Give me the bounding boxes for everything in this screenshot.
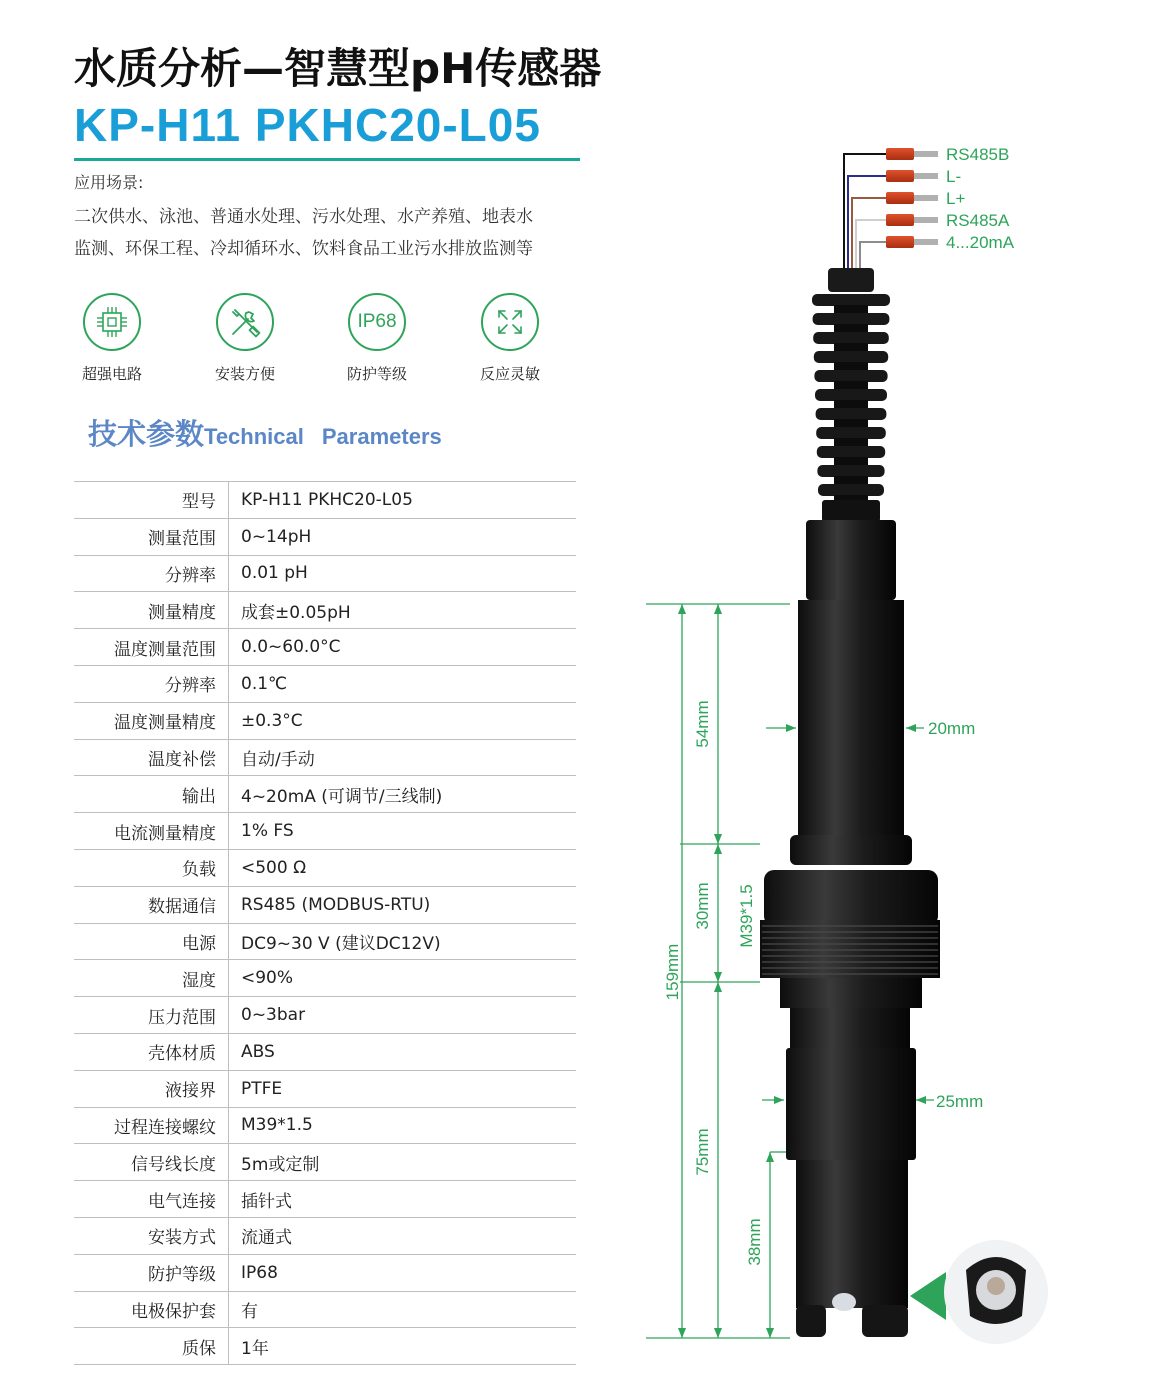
spec-key: 数据通信 bbox=[74, 886, 229, 923]
spec-value: M39*1.5 bbox=[229, 1107, 577, 1144]
strain-relief-rib bbox=[816, 408, 887, 420]
spec-key: 信号线长度 bbox=[74, 1144, 229, 1181]
spec-row bbox=[74, 592, 576, 629]
strain-relief-rib bbox=[818, 484, 884, 496]
strain-relief-rib bbox=[817, 446, 885, 458]
wire-label: RS485B bbox=[946, 145, 1010, 164]
strain-relief-rib bbox=[814, 351, 888, 363]
spec-key: 测量精度 bbox=[74, 592, 229, 629]
wire-terminal bbox=[886, 148, 938, 160]
spec-row bbox=[74, 739, 576, 776]
dim-thread: M39*1.5 bbox=[737, 884, 756, 948]
wire-label: RS485A bbox=[946, 211, 1010, 230]
spec-key: 防护等级 bbox=[74, 1254, 229, 1291]
electrode-guard bbox=[796, 1160, 908, 1308]
ip68-text: IP68 bbox=[357, 311, 397, 332]
spec-key: 分辨率 bbox=[74, 665, 229, 702]
spec-value: <500 Ω bbox=[229, 849, 577, 886]
dim-lower-diameter: 25mm bbox=[936, 1092, 984, 1111]
ip68-icon bbox=[348, 293, 406, 351]
spec-value: 0.01 pH bbox=[229, 555, 577, 592]
spec-row bbox=[74, 997, 576, 1034]
nut bbox=[764, 870, 938, 926]
spec-row bbox=[74, 1144, 576, 1181]
spec-key: 测量范围 bbox=[74, 518, 229, 555]
feature-install bbox=[200, 293, 290, 384]
wire-terminal bbox=[886, 192, 938, 204]
tip-detail-inset bbox=[910, 1240, 1048, 1344]
wire-terminal bbox=[886, 236, 938, 248]
feature-label: 超强电路 bbox=[81, 365, 142, 383]
wire-label: L+ bbox=[946, 189, 966, 208]
feature-circuit bbox=[67, 293, 157, 384]
spec-key: 电流测量精度 bbox=[74, 813, 229, 850]
spec-value: <90% bbox=[229, 960, 577, 997]
spec-row bbox=[74, 1107, 576, 1144]
dim-total: 159mm bbox=[663, 943, 682, 1001]
strain-relief-rib bbox=[813, 332, 889, 344]
dim-upper: 54mm bbox=[693, 700, 712, 748]
strain-relief bbox=[806, 268, 896, 600]
upper-body bbox=[798, 600, 904, 840]
spec-key: 分辨率 bbox=[74, 555, 229, 592]
spec-value: 5m或定制 bbox=[229, 1144, 577, 1181]
lower-collar bbox=[790, 1008, 910, 1050]
spec-key: 温度测量范围 bbox=[74, 629, 229, 666]
spec-row bbox=[74, 886, 576, 923]
spec-row bbox=[74, 1254, 576, 1291]
spec-value: 0.1℃ bbox=[229, 665, 577, 702]
wire-terminals bbox=[886, 148, 938, 248]
spec-key: 电源 bbox=[74, 923, 229, 960]
dim-tip: 38mm bbox=[745, 1218, 764, 1266]
spec-row bbox=[74, 849, 576, 886]
spec-value: IP68 bbox=[229, 1254, 577, 1291]
spec-value: 4~20mA (可调节/三线制) bbox=[229, 776, 577, 813]
spec-value: 成套±0.05pH bbox=[229, 592, 577, 629]
spec-value: ABS bbox=[229, 1033, 577, 1070]
params-heading-en2: Parameters bbox=[321, 424, 442, 449]
spec-value: KP-H11 PKHC20-L05 bbox=[229, 482, 577, 519]
spec-value: DC9~30 V (建议DC12V) bbox=[229, 923, 577, 960]
spec-value: 0.0~60.0°C bbox=[229, 629, 577, 666]
spec-key: 型号 bbox=[74, 482, 229, 519]
cable-wires bbox=[844, 154, 890, 270]
spec-key: 湿度 bbox=[74, 960, 229, 997]
spec-row bbox=[74, 665, 576, 702]
spec-value: ±0.3°C bbox=[229, 702, 577, 739]
spec-row bbox=[74, 960, 576, 997]
strain-relief-rib bbox=[813, 313, 890, 325]
strain-relief-rib bbox=[817, 465, 884, 477]
wire-terminal bbox=[886, 214, 938, 226]
spec-value: RS485 (MODBUS-RTU) bbox=[229, 886, 577, 923]
spec-row bbox=[74, 482, 576, 519]
spec-value: 0~3bar bbox=[229, 997, 577, 1034]
spec-key: 过程连接螺纹 bbox=[74, 1107, 229, 1144]
strain-relief-rib bbox=[814, 370, 887, 382]
wire-label: L- bbox=[946, 167, 962, 186]
spec-row bbox=[74, 1181, 576, 1218]
dim-thread-section: 30mm bbox=[693, 882, 712, 930]
feature-label: 反应灵敏 bbox=[479, 365, 540, 383]
circuit-chip-icon bbox=[83, 293, 141, 351]
feature-response bbox=[465, 293, 555, 384]
spec-row bbox=[74, 923, 576, 960]
spec-value: 流通式 bbox=[229, 1217, 577, 1254]
spec-row bbox=[74, 629, 576, 666]
spec-key: 电极保护套 bbox=[74, 1291, 229, 1328]
spec-row bbox=[74, 1033, 576, 1070]
spec-row bbox=[74, 518, 576, 555]
spec-key: 负载 bbox=[74, 849, 229, 886]
strain-relief-rib bbox=[815, 389, 887, 401]
spec-row bbox=[74, 1291, 576, 1328]
spec-value: 1年 bbox=[229, 1328, 577, 1365]
dim-lower: 75mm bbox=[693, 1128, 712, 1176]
spec-value: 自动/手动 bbox=[229, 739, 577, 776]
strain-relief-rib bbox=[812, 294, 890, 306]
spec-table bbox=[74, 481, 576, 1365]
spec-value: 有 bbox=[229, 1291, 577, 1328]
spec-key: 电气连接 bbox=[74, 1181, 229, 1218]
title-divider bbox=[74, 158, 580, 161]
feature-label: 安装方便 bbox=[214, 365, 275, 383]
application-text-line-1: 二次供水、泳池、普通水处理、污水处理、水产养殖、地表水 bbox=[74, 207, 533, 227]
spec-value: 插针式 bbox=[229, 1181, 577, 1218]
spec-key: 壳体材质 bbox=[74, 1033, 229, 1070]
pointer-arrow-icon bbox=[910, 1272, 946, 1320]
spec-value: 0~14pH bbox=[229, 518, 577, 555]
sensor-drawing bbox=[600, 130, 1060, 1360]
upper-collar bbox=[790, 835, 912, 865]
spec-key: 温度测量精度 bbox=[74, 702, 229, 739]
params-heading-en1: Technical bbox=[204, 424, 304, 449]
spec-value: PTFE bbox=[229, 1070, 577, 1107]
spec-row bbox=[74, 776, 576, 813]
spec-value: 1% FS bbox=[229, 813, 577, 850]
spec-row bbox=[74, 813, 576, 850]
page-title: 水质分析—智慧型pH传感器 bbox=[74, 44, 602, 93]
spec-row bbox=[74, 1328, 576, 1365]
spec-key: 输出 bbox=[74, 776, 229, 813]
model-title: KP-H11 PKHC20-L05 bbox=[74, 99, 541, 151]
spec-key: 压力范围 bbox=[74, 997, 229, 1034]
wire-labels bbox=[946, 145, 1015, 252]
thread-section bbox=[760, 920, 940, 978]
expand-arrows-icon bbox=[481, 293, 539, 351]
params-heading-cn: 技术参数 bbox=[88, 417, 205, 451]
spec-row bbox=[74, 1217, 576, 1254]
spec-key: 安装方式 bbox=[74, 1217, 229, 1254]
lower-body bbox=[786, 1048, 916, 1160]
spec-row bbox=[74, 555, 576, 592]
spec-row bbox=[74, 1070, 576, 1107]
feature-protection bbox=[332, 293, 422, 384]
spec-key: 温度补偿 bbox=[74, 739, 229, 776]
application-text-line-2: 监测、环保工程、冷却循环水、饮料食品工业污水排放监测等 bbox=[74, 239, 533, 259]
wire-terminal bbox=[886, 170, 938, 182]
wire-label: 4...20mA bbox=[946, 233, 1015, 252]
electrode-bulb bbox=[832, 1293, 856, 1311]
params-heading bbox=[88, 412, 442, 453]
spec-key: 质保 bbox=[74, 1328, 229, 1365]
thread-neck bbox=[780, 978, 922, 1008]
application-label: 应用场景: bbox=[74, 173, 144, 192]
spec-row bbox=[74, 702, 576, 739]
strain-relief-rib bbox=[816, 427, 886, 439]
tools-icon bbox=[216, 293, 274, 351]
feature-label: 防护等级 bbox=[346, 365, 407, 383]
spec-key: 液接界 bbox=[74, 1070, 229, 1107]
dim-upper-diameter: 20mm bbox=[928, 719, 976, 738]
